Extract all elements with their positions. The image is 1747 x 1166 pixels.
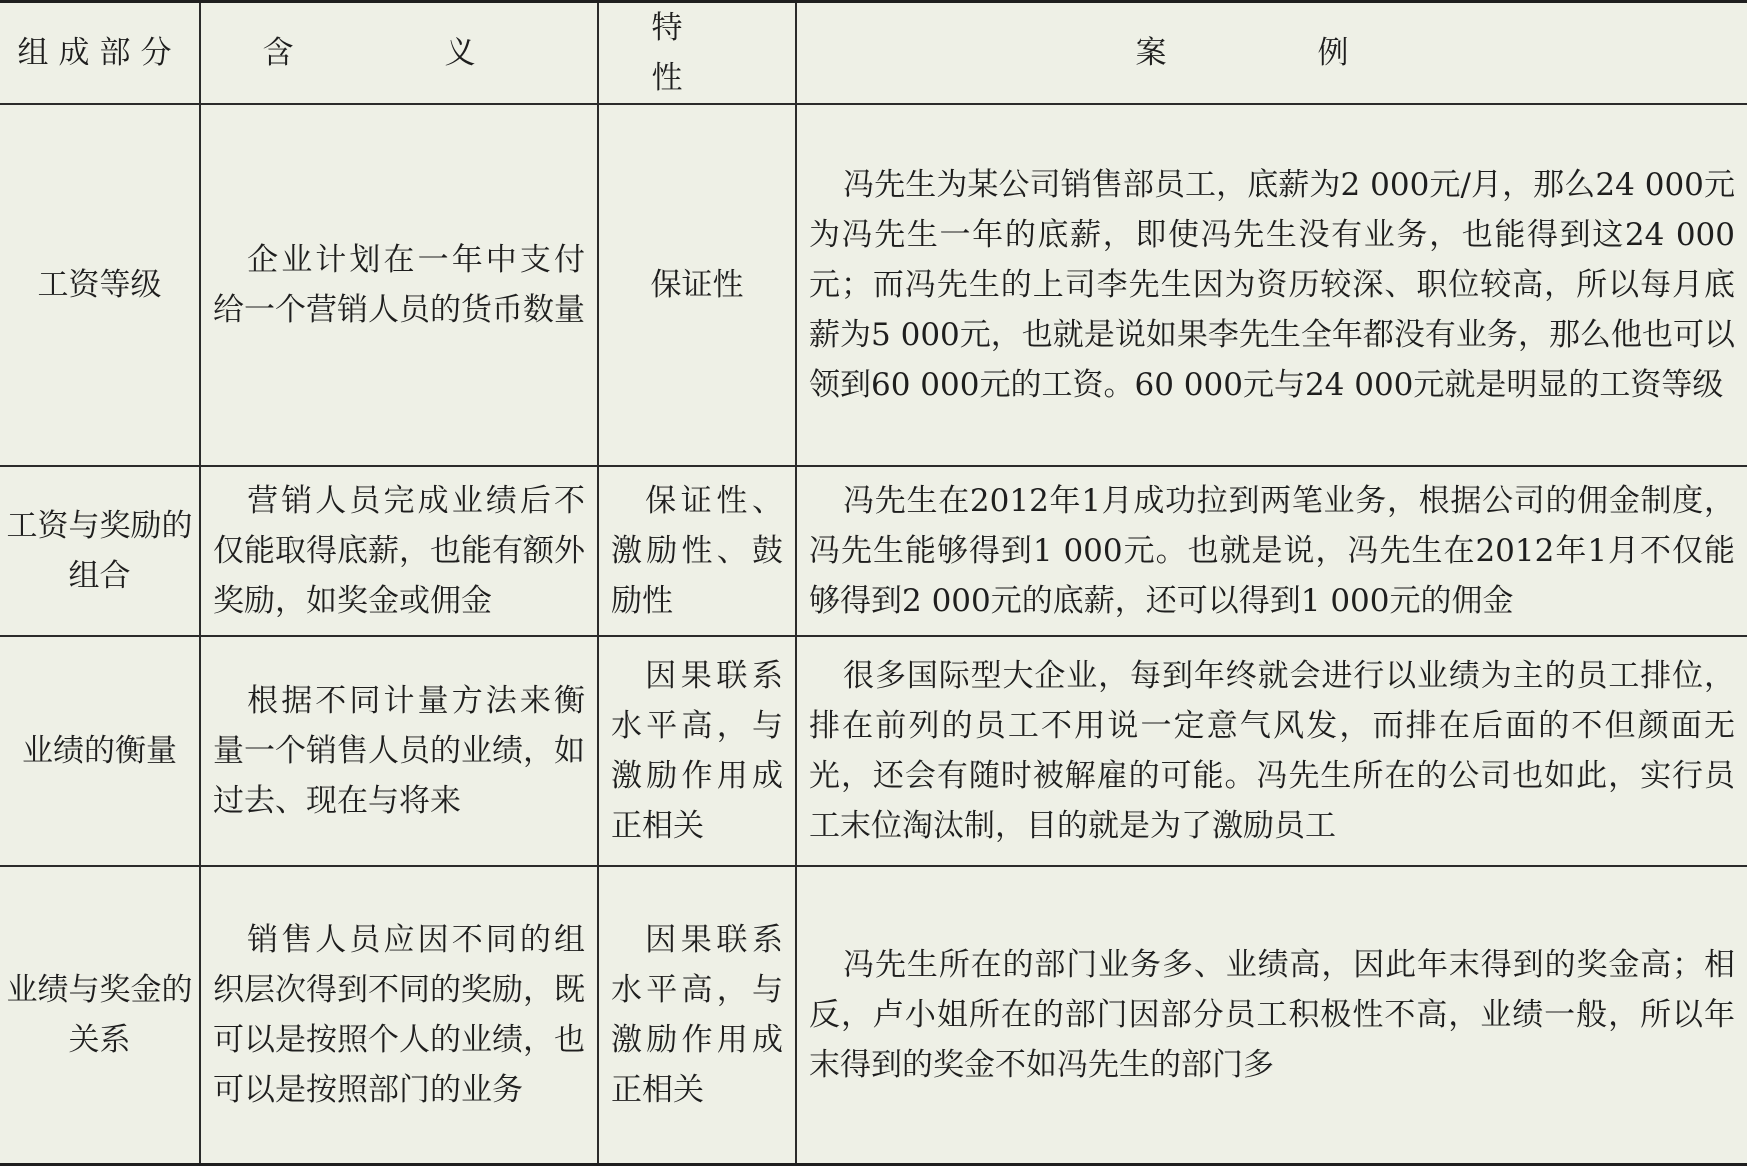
cell-part: 工资等级 bbox=[0, 104, 200, 466]
cell-meaning bbox=[200, 636, 598, 866]
cell-case bbox=[796, 866, 1747, 1165]
case-text: 冯先生为某公司销售部员工，底薪为2 000元/月，那么24 000元为冯先生一年的底薪，即使冯先生没有业务，也能得到这24 000元；而冯先生的上司李先生因为资历较深、职位较高，所以每月底薪为5 000元，也就是说如果李先生全年都没有业务，那么他也可以领到60 000元的工资。60 000元与24 000元就是明显的工资等级 bbox=[809, 167, 1735, 403]
case-text: 很多国际型大企业，每到年终就会进行以业绩为主的员工排位，排在前列的员工不用说一定意气风发，而排在后面的不但颜面无光，还会有随时被解雇的可能。冯先生所在的公司也如此，实行员工末位淘汰制，目的就是为了激励员工 bbox=[809, 658, 1735, 844]
cell-case bbox=[796, 104, 1747, 466]
cell-part: 业绩与奖金的关系 bbox=[0, 866, 200, 1165]
case-text: 冯先生在2012年1月成功拉到两笔业务，根据公司的佣金制度，冯先生能够得到1 000元。也就是说，冯先生在2012年1月不仅能够得到2 000元的底薪，还可以得到1 000元的佣金 bbox=[809, 483, 1735, 619]
cell-part: 工资与奖励的组合 bbox=[0, 466, 200, 636]
cell-case bbox=[796, 466, 1747, 636]
property-text: 保证性、激励性、鼓励性 bbox=[611, 483, 783, 619]
header-case: 案 例 bbox=[796, 2, 1747, 105]
table-row bbox=[0, 866, 1747, 1165]
cell-property: 保证性 bbox=[598, 104, 796, 466]
property-text: 因果联系水平高，与激励作用成正相关 bbox=[611, 922, 783, 1108]
cell-meaning bbox=[200, 866, 598, 1165]
meaning-text: 销售人员应因不同的组织层次得到不同的奖励，既可以是按照个人的业绩，也可以是按照部门的业务 bbox=[213, 922, 585, 1108]
table-row bbox=[0, 636, 1747, 866]
meaning-text: 营销人员完成业绩后不仅能取得底薪，也能有额外奖励，如奖金或佣金 bbox=[213, 483, 585, 619]
cell-meaning bbox=[200, 466, 598, 636]
table-row bbox=[0, 104, 1747, 466]
cell-property bbox=[598, 636, 796, 866]
cell-part: 业绩的衡量 bbox=[0, 636, 200, 866]
case-text: 冯先生所在的部门业务多、业绩高，因此年末得到的奖金高；相反，卢小姐所在的部门因部分员工积极性不高，业绩一般，所以年末得到的奖金不如冯先生的部门多 bbox=[809, 947, 1735, 1083]
meaning-text: 根据不同计量方法来衡量一个销售人员的业绩，如过去、现在与将来 bbox=[213, 683, 585, 819]
table-row bbox=[0, 466, 1747, 636]
meaning-text: 企业计划在一年中支付给一个营销人员的货币数量 bbox=[213, 242, 585, 328]
header-row bbox=[0, 2, 1747, 105]
header-property: 特 性 bbox=[598, 2, 796, 105]
cell-case bbox=[796, 636, 1747, 866]
cell-property bbox=[598, 866, 796, 1165]
cell-meaning bbox=[200, 104, 598, 466]
cell-property bbox=[598, 466, 796, 636]
header-part: 组成部分 bbox=[0, 2, 200, 105]
header-meaning: 含 义 bbox=[200, 2, 598, 105]
property-text: 因果联系水平高，与激励作用成正相关 bbox=[611, 658, 783, 844]
